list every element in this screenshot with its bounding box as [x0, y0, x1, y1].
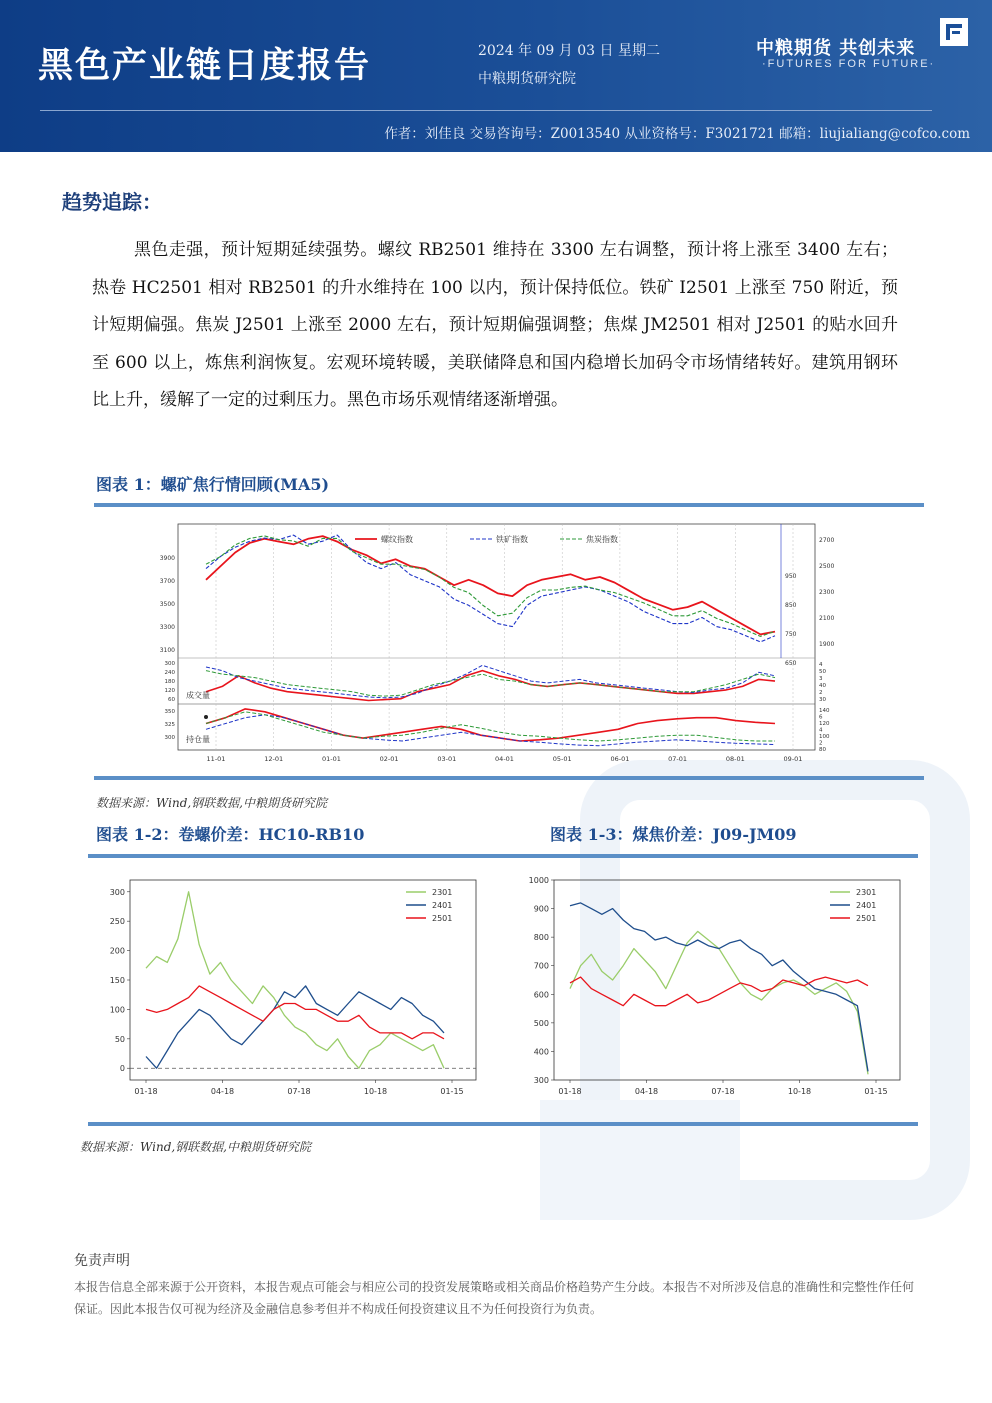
chart2-y-tick: 50 [114, 1034, 125, 1044]
chart2-y-tick: 250 [109, 917, 125, 927]
trend-paragraph: 黑色走强，预计短期延续强势。螺纹 RB2501 维持在 3300 左右调整，预计将上涨至 3400 左右；热卷 HC2501 相对 RB2501 的升水维持在 100 以内，预计保持低位。铁矿 I2501 上涨至 750 附近，预计短期偏强。焦炭 J2501 上涨至 2000 左右，预计短期偏强调整；焦煤 JM2501 相对 J2501 的贴水回升至 600 以上，炼焦利润恢复。宏观环境转暖，美联储降息和国内稳增长加码令市场情绪转好。建筑用钢环比上升，缓解了一定的过剩压力。黑色市场乐观情绪逐渐增强。 [92, 240, 898, 410]
chart1-x-tick: 02-01 [379, 755, 399, 763]
chart1-vol-left-tick: 300 [164, 661, 175, 667]
chart1-x-tick: 03-01 [437, 755, 457, 763]
chart1-y-right2-tick: 1900 [819, 641, 835, 648]
chart3-x-tick: 01-15 [864, 1087, 888, 1096]
chart3-series-line [570, 903, 868, 1072]
company-slogan: ·FUTURES FOR FUTURE· [762, 58, 936, 70]
chart1-y-right2-tick: 2500 [819, 563, 835, 570]
chart1-y-left-tick: 3300 [159, 624, 175, 631]
institute-name: 中粮期货研究院 [478, 71, 576, 87]
chart1-oi-right-tick: 6 [819, 714, 823, 721]
chart3-y-tick: 600 [533, 990, 549, 1000]
chart1-series-line [206, 536, 775, 637]
chart1-y-right2-tick: 2100 [819, 615, 835, 622]
report-title: 黑色产业链日度报告 [38, 46, 372, 86]
figure3-title: 图表 1-3：煤焦价差：J09-JM09 [550, 825, 797, 844]
figure2-title: 图表 1-2：卷螺价差：HC10-RB10 [96, 825, 365, 844]
chart2-y-tick: 150 [109, 976, 125, 985]
chart3-x-tick: 01-18 [558, 1087, 582, 1096]
chart1-y-right-tick: 650 [785, 660, 797, 667]
chart1-vol-left-tick: 180 [164, 679, 175, 685]
chart3-x-tick: 07-18 [711, 1087, 735, 1096]
chart2-x-tick: 04-18 [210, 1087, 235, 1096]
chart2-x-tick: 01-15 [440, 1087, 464, 1096]
j-jm-spread-chart [520, 870, 910, 1110]
chart3-series-line [570, 931, 868, 1074]
chart3-frame [554, 880, 900, 1080]
chart1-y-right2-tick: 2700 [819, 537, 835, 544]
chart1-x-tick: 05-01 [552, 755, 572, 763]
chart3-y-tick: 400 [533, 1047, 549, 1057]
chart3-y-tick: 300 [533, 1076, 549, 1085]
chart1-oi-left-tick: 350 [164, 709, 175, 715]
chart3-y-tick: 1000 [528, 876, 549, 885]
chart1-x-tick: 11-01 [206, 755, 226, 763]
chart1-oi-right-tick: 80 [819, 747, 826, 753]
chart1-y-right-tick: 850 [785, 602, 797, 609]
chart2-series-line [146, 986, 444, 1039]
company-logo-icon [938, 16, 970, 48]
chart1-oi-right-tick: 120 [819, 721, 830, 727]
chart1-vol-left-tick: 60 [168, 697, 175, 703]
chart1-vol-left-tick: 120 [164, 688, 175, 694]
chart2-y-tick: 100 [109, 1005, 125, 1015]
chart1-oi-start-marker [204, 715, 208, 719]
hc-rb-spread-chart [96, 870, 486, 1110]
chart1-y-right-tick: 950 [785, 573, 797, 580]
report-header [0, 0, 992, 152]
chart2-legend-label: 2301 [432, 888, 453, 897]
chart3-y-tick: 700 [533, 961, 549, 971]
chart2-x-tick: 07-18 [287, 1087, 311, 1096]
section-title: 趋势追踪： [62, 190, 162, 214]
chart1-legend-label: 焦炭指数 [586, 535, 618, 544]
chart3-y-tick: 900 [533, 904, 549, 914]
chart1-oi-right-tick: 100 [819, 734, 830, 740]
chart1-vol-right-tick: 40 [819, 683, 826, 689]
company-logo-text: 中粮期货 共创未来 [756, 38, 916, 59]
chart1-y-right-tick: 750 [785, 631, 797, 638]
chart1-oi-label: 持仓量 [186, 735, 210, 744]
author-info: 作者：刘佳良 交易咨询号：Z0013540 从业资格号：F3021721 邮箱：liujialiang@cofco.com [384, 126, 970, 142]
chart1-oi-right-tick: 2 [819, 740, 823, 747]
figure23-source: 数据来源：Wind,钢联数据,中粮期货研究院 [80, 1140, 312, 1154]
chart2-x-tick: 10-18 [363, 1087, 388, 1096]
chart1-y-right2-tick: 2300 [819, 589, 835, 596]
chart3-legend-label: 2401 [856, 901, 877, 910]
figure23-top-rule [88, 854, 918, 858]
chart1-y-left-tick: 3700 [159, 578, 175, 585]
chart1-legend-label: 铁矿指数 [496, 535, 528, 544]
chart1-x-tick: 04-01 [495, 755, 514, 763]
chart1-y-left-tick: 3900 [159, 555, 175, 562]
chart3-legend-label: 2501 [856, 914, 877, 923]
chart1-x-tick: 06-01 [610, 755, 630, 763]
chart2-x-tick: 01-18 [134, 1087, 158, 1096]
chart2-series-line [146, 892, 444, 1068]
chart1-y-left-tick: 3500 [159, 601, 175, 608]
disclaimer-title: 免责声明 [74, 1253, 130, 1269]
chart1-y-left-tick: 3100 [159, 647, 175, 654]
chart1-oi-left-tick: 325 [164, 722, 175, 728]
chart1-x-tick: 01-01 [321, 755, 341, 763]
chart1-volume-label: 成交量 [186, 691, 210, 700]
chart3-x-tick: 10-18 [787, 1087, 812, 1096]
chart1-x-tick: 08-01 [725, 755, 745, 763]
chart2-legend-label: 2401 [432, 901, 453, 910]
figure1-title: 图表 1：螺矿焦行情回顾(MA5) [96, 475, 330, 494]
chart3-legend-label: 2301 [856, 888, 877, 897]
chart2-legend-label: 2501 [432, 914, 453, 923]
chart3-y-tick: 500 [533, 1018, 549, 1028]
disclaimer-text: 本报告信息全部来源于公开资料，本报告观点可能会与相应公司的投资发展策略或相关商品价格趋势产生分歧。本报告不对所涉及信息的准确性和完整性作任何保证。因此本报告仅可视为经济及金融信息参考但并不构成任何投资建议且不为任何投资行为负责。 [74, 1280, 915, 1316]
chart3-x-tick: 04-18 [634, 1087, 659, 1096]
chart2-y-tick: 0 [119, 1064, 125, 1074]
chart3-y-tick: 800 [533, 933, 549, 943]
chart1-oi-left-tick: 300 [164, 735, 175, 741]
chart1-oi-right-tick: 4 [819, 727, 823, 734]
chart1-x-tick: 12-01 [264, 755, 284, 763]
chart1-series-line [206, 536, 775, 634]
chart1-vol-right-tick: 50 [819, 669, 826, 675]
chart1-vol-right-tick: 3 [819, 676, 823, 682]
chart1-vol-right-tick: 4 [819, 662, 823, 668]
figure1-top-rule [94, 503, 924, 507]
chart1-vol-right-tick: 2 [819, 690, 823, 696]
chart1-oi-right-tick: 140 [819, 708, 830, 714]
figure1-source: 数据来源：Wind,钢联数据,中粮期货研究院 [96, 796, 328, 810]
market-review-chart [150, 520, 850, 770]
chart1-x-tick: 09-01 [783, 755, 803, 763]
chart1-x-tick: 07-01 [668, 755, 688, 763]
chart2-y-tick: 200 [109, 946, 125, 956]
report-date: 2024 年 09 月 03 日 星期二 [478, 43, 660, 59]
header-divider [40, 110, 932, 111]
figure1-bottom-rule [94, 776, 924, 780]
figure23-bottom-rule [88, 1122, 918, 1126]
chart1-legend-label: 螺纹指数 [381, 535, 413, 544]
chart1-vol-left-tick: 240 [164, 670, 175, 676]
chart2-y-tick: 300 [109, 887, 125, 897]
chart1-vol-right-tick: 30 [819, 697, 826, 703]
